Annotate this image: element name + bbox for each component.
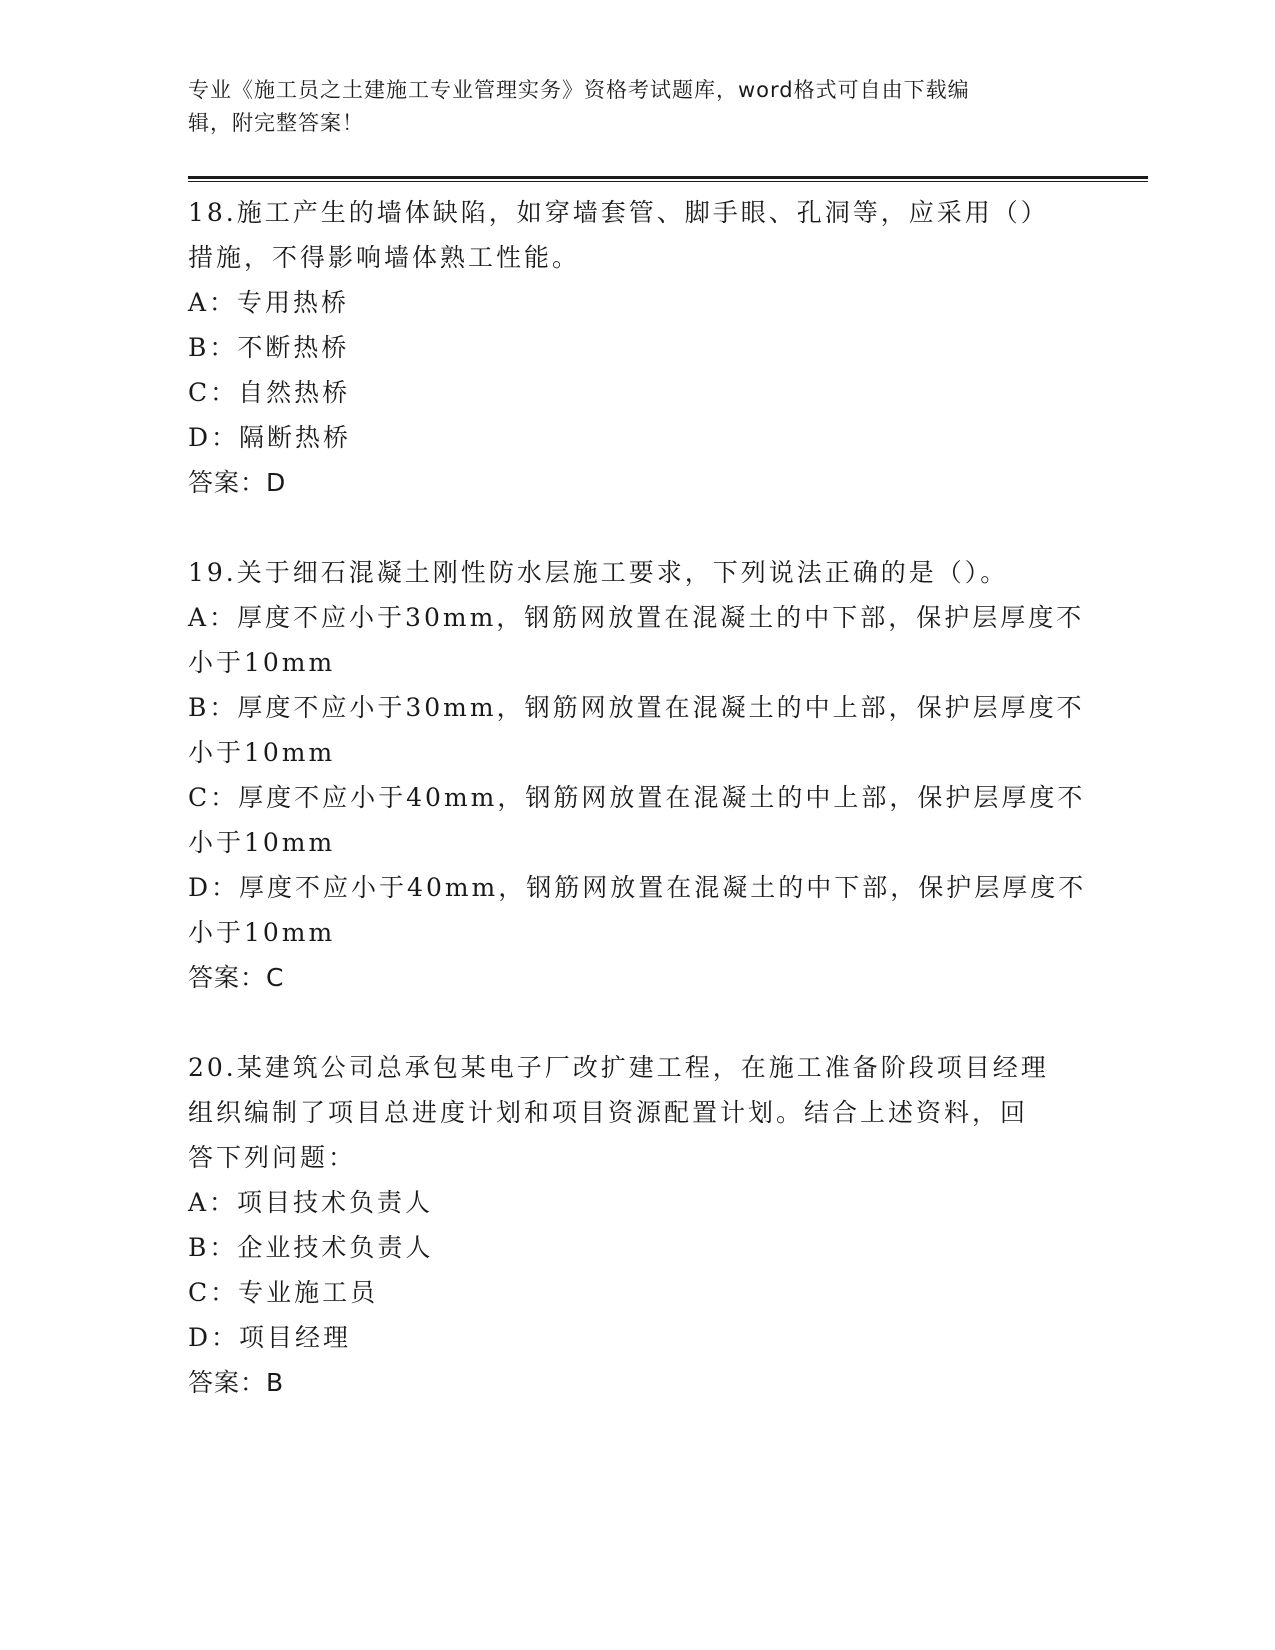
option-c: C：厚度不应小于40mm，钢筋网放置在混凝土的中上部，保护层厚度不 xyxy=(188,783,1086,812)
option-b-continued: 小于10mm xyxy=(188,738,336,767)
option-b: B：不断热桥 xyxy=(188,333,350,362)
question-18 xyxy=(188,190,1088,505)
option-b: B：企业技术负责人 xyxy=(188,1233,434,1262)
header-rule-thick xyxy=(188,176,1148,179)
option-c-continued: 小于10mm xyxy=(188,828,336,857)
option-a-continued: 小于10mm xyxy=(188,648,336,677)
question-stem-line: 20.某建筑公司总承包某电子厂改扩建工程，在施工准备阶段项目经理 xyxy=(188,1053,1049,1082)
question-stem-line: 措施，不得影响墙体熟工性能。 xyxy=(188,243,581,272)
question-spacer xyxy=(188,1000,1088,1045)
header-line-2: 辑，附完整答案！ xyxy=(188,111,364,135)
option-a: A：厚度不应小于30mm，钢筋网放置在混凝土的中下部，保护层厚度不 xyxy=(188,603,1085,632)
option-d: D：项目经理 xyxy=(188,1323,352,1352)
answer-line: 答案：B xyxy=(188,1368,285,1397)
questions-body xyxy=(188,190,1088,1405)
option-c: C：自然热桥 xyxy=(188,378,351,407)
header-line-1: 专业《施工员之土建施工专业管理实务》资格考试题库，word格式可自由下载编 xyxy=(188,78,970,102)
answer-line: 答案：D xyxy=(188,468,287,497)
question-stem-line: 18.施工产生的墙体缺陷，如穿墙套管、脚手眼、孔洞等，应采用（） xyxy=(188,198,1049,227)
option-c: C：专业施工员 xyxy=(188,1278,379,1307)
question-spacer xyxy=(188,505,1088,550)
header-rule-thin xyxy=(188,181,1148,182)
option-d: D：厚度不应小于40mm，钢筋网放置在混凝土的中下部，保护层厚度不 xyxy=(188,873,1087,902)
option-d: D：隔断热桥 xyxy=(188,423,352,452)
option-a: A：专用热桥 xyxy=(188,288,350,317)
option-d-continued: 小于10mm xyxy=(188,918,336,947)
option-b: B：厚度不应小于30mm，钢筋网放置在混凝土的中上部，保护层厚度不 xyxy=(188,693,1085,722)
answer-line: 答案：C xyxy=(188,963,285,992)
option-a: A：项目技术负责人 xyxy=(188,1188,434,1217)
question-stem-line: 组织编制了项目总进度计划和项目资源配置计划。结合上述资料，回 xyxy=(188,1098,1029,1127)
question-20 xyxy=(188,1045,1088,1405)
document-header xyxy=(188,74,1088,140)
question-stem-line: 答下列问题： xyxy=(188,1143,357,1172)
question-stem-line: 19.关于细石混凝土刚性防水层施工要求，下列说法正确的是（）。 xyxy=(188,558,1009,587)
question-19 xyxy=(188,550,1088,1000)
